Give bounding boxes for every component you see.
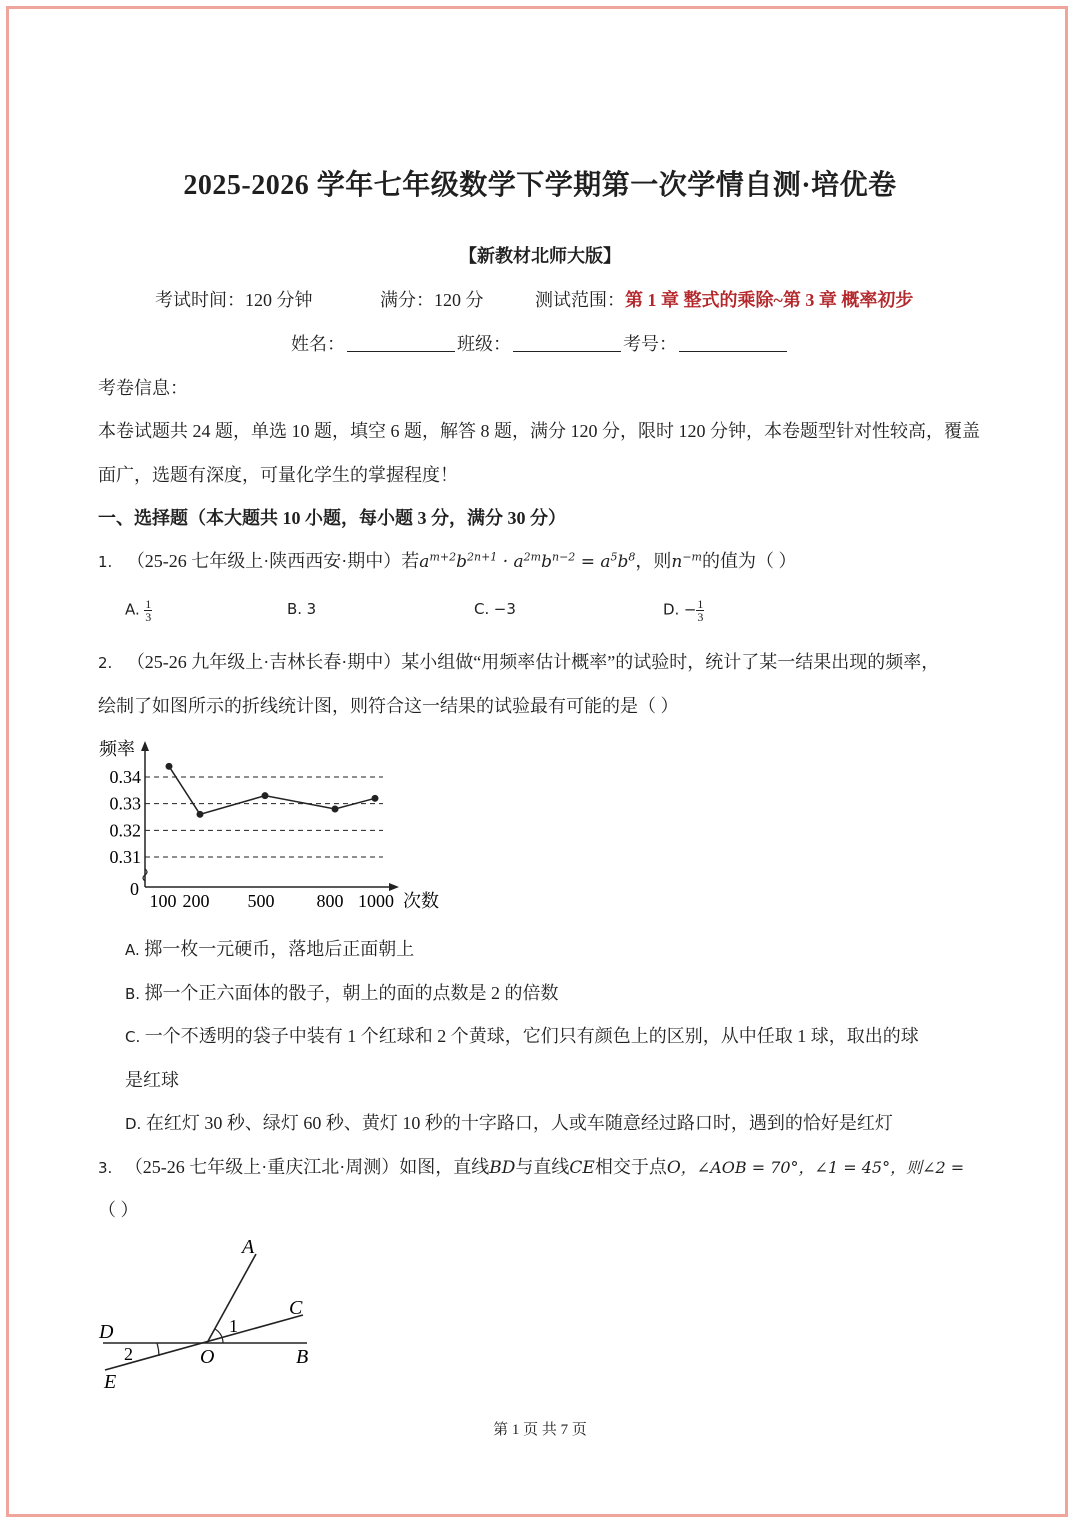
q3-mid2: 相交于点 — [594, 1157, 667, 1177]
x-tick-label-800: 800 — [316, 891, 344, 911]
q2-number: 2. — [98, 654, 113, 672]
q1-option-b[interactable] — [287, 598, 316, 619]
q2-option-c[interactable] — [125, 1022, 919, 1048]
q3-condition: ，∠AOB = 70°，∠1 = 45°，则∠2 = — [680, 1158, 965, 1177]
q2-line1-text: （25-26 九年级上·吉林长春·期中）某小组做“用频率估计概率”的试验时，统计了某一结果出现的频率， — [126, 652, 940, 672]
q1-source: （25-26 七年级上·陕西西安·期中）若 — [126, 551, 420, 571]
paper-info-line1: 本卷试题共 24 题，单选 10 题，填空 6 题，解答 8 题，满分 120 分，限时 120 分钟，本卷题型针对性较高，覆盖 — [98, 421, 980, 441]
y-axis-arrow — [141, 741, 149, 751]
q1-option-a[interactable] — [125, 598, 152, 623]
q3-answer-paren: （ ） — [98, 1200, 139, 1220]
q2-option-c-continued: 是红球 — [125, 1070, 179, 1090]
paper-info-heading: 考卷信息： — [98, 378, 188, 398]
student-fields — [0, 330, 1080, 356]
data-point-500 — [262, 792, 269, 799]
q1-tail: ，则 — [635, 551, 672, 571]
edition-label: 【新教材北师大版】 — [459, 246, 621, 266]
q1-option-d-sign: − — [683, 600, 697, 619]
q1-option-c-letter: C. — [474, 600, 490, 618]
number-blank[interactable] — [679, 333, 787, 352]
question-2-line1 — [98, 648, 939, 674]
q1-option-c[interactable] — [474, 598, 516, 619]
question-2-line2: 绘制了如图所示的折线统计图，则符合这一结果的试验最有可能的是（ ） — [98, 696, 679, 716]
question-3 — [98, 1153, 964, 1179]
page-footer: 第 1 页 共 7 页 — [493, 1422, 587, 1438]
q3-line-bd: BD — [489, 1158, 516, 1178]
name-blank[interactable] — [347, 333, 455, 352]
q1-option-d-letter: D. — [663, 600, 680, 619]
exam-time: 考试时间：120 分钟 — [155, 290, 313, 310]
data-point-1000 — [372, 795, 379, 802]
q2-option-a-text: 掷一枚一元硬币，落地后正面朝上 — [144, 939, 415, 959]
class-blank[interactable] — [513, 333, 621, 352]
data-point-800 — [332, 806, 339, 813]
frequency-line-chart — [95, 735, 455, 915]
scope-value: 第 1 章 整式的乘除~第 3 章 概率初步 — [625, 290, 914, 310]
q1-option-c-value: −3 — [493, 600, 516, 618]
y-axis-label: 频率 — [99, 739, 135, 759]
x-tick-label-500: 500 — [247, 891, 275, 911]
origin-label: 0 — [130, 879, 139, 899]
scope-label: 测试范围： — [535, 290, 625, 310]
q1-number: 1. — [98, 553, 113, 571]
y-tick-label-0.32: 0.32 — [109, 820, 141, 841]
q1-option-b-value: 3 — [306, 600, 317, 618]
q3-mid1: 与直线 — [515, 1157, 570, 1177]
x-axis-arrow — [389, 883, 399, 891]
x-tick-label-100: 100 — [149, 891, 177, 911]
series-line — [169, 766, 375, 814]
q3-point-o: O — [666, 1158, 681, 1178]
label-angle1: 1 — [229, 1316, 238, 1336]
label-d: D — [99, 1321, 114, 1343]
q2-option-a[interactable] — [125, 935, 414, 961]
number-label: 考号： — [623, 334, 677, 354]
q2-option-b-text: 掷一个正六面体的骰子，朝上的面的点数是 2 的倍数 — [144, 983, 559, 1003]
test-scope — [535, 286, 913, 312]
angle-figure — [95, 1232, 335, 1397]
data-point-200 — [197, 811, 204, 818]
x-axis-label: 次数 — [403, 891, 439, 911]
full-score: 满分：120 分 — [380, 290, 484, 310]
q2-option-c-letter: C. — [125, 1028, 141, 1046]
y-tick-label-0.31: 0.31 — [109, 847, 141, 867]
y-tick-label-0.34: 0.34 — [109, 767, 141, 787]
q2-option-d[interactable] — [125, 1109, 893, 1135]
q2-option-d-text: 在红灯 30 秒、绿灯 60 秒、黄灯 10 秒的十字路口，人或车随意经过路口时，遇到的恰好是红灯 — [145, 1113, 893, 1133]
y-tick-label-0.33: 0.33 — [109, 793, 141, 814]
x-tick-label-1000: 1000 — [358, 891, 394, 911]
q3-source: （25-26 七年级上·重庆江北·周测）如图，直线 — [124, 1157, 490, 1177]
q2-option-b-letter: B. — [125, 985, 141, 1003]
label-o: O — [200, 1346, 215, 1368]
q1-expression: $a^{m+2}b^{2n+1} \cdot a^{2m}b^{n-2} = a^5b^8$ — [419, 550, 636, 572]
section1-heading: 一、选择题（本大题共 10 小题，每小题 3 分，满分 30 分） — [98, 508, 566, 528]
q1-option-d[interactable] — [663, 598, 704, 623]
data-point-100 — [166, 763, 173, 770]
q2-option-d-letter: D. — [125, 1115, 142, 1133]
q2-option-b[interactable] — [125, 979, 559, 1005]
q1-ask-expression: $n^{-m}$ — [671, 550, 702, 572]
label-angle2: 2 — [124, 1344, 133, 1364]
chart-plot — [99, 739, 439, 911]
angle1-arc — [215, 1329, 223, 1343]
name-label: 姓名： — [291, 334, 345, 354]
question-1 — [98, 547, 797, 573]
q2-option-a-letter: A. — [125, 941, 140, 959]
x-tick-label-200: 200 — [182, 891, 210, 911]
q1-ask-tail: 的值为（ ） — [702, 551, 797, 571]
q1-option-b-letter: B. — [287, 600, 303, 618]
exam-title: 2025-2026 学年七年级数学下学期第一次学情自测·培优卷 — [183, 170, 897, 201]
q2-option-c-text: 一个不透明的袋子中装有 1 个红球和 2 个黄球，它们只有颜色上的区别，从中任取 1 球，取出的球 — [144, 1026, 919, 1046]
q1-option-a-letter: A. — [125, 600, 140, 619]
q3-line-ce: CE — [569, 1158, 595, 1178]
class-label: 班级： — [457, 334, 511, 354]
label-e: E — [104, 1371, 117, 1393]
paper-info-line2: 面广，选题有深度，可量化学生的掌握程度！ — [98, 465, 458, 485]
label-a: A — [242, 1236, 255, 1258]
q1-option-d-value: $\frac{1}{3}$ — [697, 597, 704, 624]
angle2-arc — [157, 1343, 159, 1356]
q3-number: 3. — [98, 1159, 113, 1177]
label-b: B — [296, 1346, 309, 1368]
label-c: C — [289, 1297, 303, 1319]
q1-option-a-value: $\frac{1}{3}$ — [145, 597, 152, 624]
